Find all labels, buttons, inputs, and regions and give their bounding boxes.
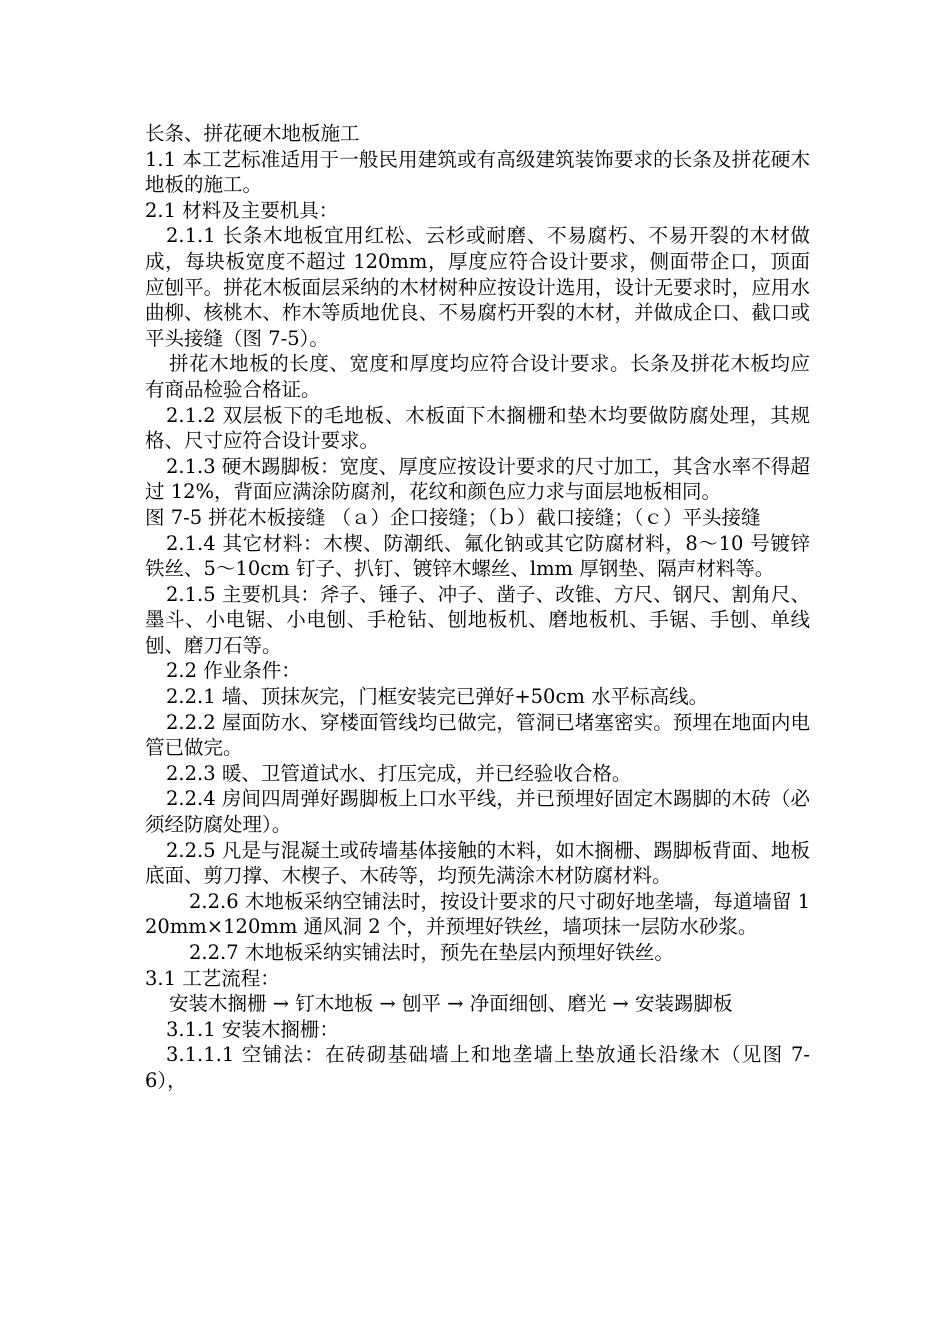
section-2-1-5: 2.1.5 主要机具：斧子、锤子、冲子、凿子、改锥、方尺、钢尺、割角尺、墨斗、小电锯、小电刨、手枪钻、刨地板机、磨地板机、手锯、手刨、单线刨、磨刀石等。 — [145, 582, 810, 657]
section-2-2-5: 2.2.5 凡是与混凝土或砖墙基体接触的木料，如木搁栅、踢脚板背面、地板底面、剪刀撑、木楔子、木砖等，均预先满涂木材防腐材料。 — [145, 838, 810, 888]
section-2-2-2: 2.2.2 屋面防水、穿楼面管线均已做完，管洞已堵塞密实。预埋在地面内电管已做完。 — [145, 710, 810, 760]
section-2-1-heading: 2.1 材料及主要机具： — [145, 198, 339, 222]
document-title: 长条、拼花硬木地板施工 — [145, 122, 360, 145]
parquet-size-paragraph: 拼花木地板的长度、宽度和厚度均应符合设计要求。长条及拼花木板均应有商品检验合格证。 — [145, 352, 810, 401]
section-2-2-3: 2.2.3 暖、卫管道试水、打压完成，并已经验收合格。 — [166, 761, 632, 785]
section-3-1-heading: 3.1 工艺流程： — [145, 966, 280, 990]
section-2-1-3: 2.1.3 硬木踢脚板：宽度、厚度应按设计要求的尺寸加工，其含水率不得超过 12%，背面应满涂防腐剂，花纹和颜色应力求与面层地板相同。 — [145, 454, 810, 504]
section-2-2-6: 2.2.6 木地板采纳空铺法时，按设计要求的尺寸砌好地垄墙，每道墙留 120mm×120mm 通风洞 2 个，并预埋好铁丝，墙项抹一层防水砂浆。 — [145, 889, 810, 939]
section-3-1-1-1: 3.1.1.1 空铺法：在砖砌基础墙上和地垄墙上垫放通长沿缘木（见图 7-6）， — [145, 1043, 810, 1092]
section-2-2-4: 2.2.4 房间四周弹好踢脚板上口水平线，并已预埋好固定木踢脚的木砖（必须经防腐处理）。 — [145, 787, 810, 837]
section-2-1-1: 2.1.1 长条木地板宜用红松、云杉或耐磨、不易腐朽、不易开裂的木材做成，每块板宽度不超过 120mm，厚度应符合设计要求，侧面带企口，顶面应刨平。拼花木板面层采纳的木材树种应按设计选用，设计无要求时，应用水曲柳、核桃木、柞木等质地优良、不易腐朽开裂的木材，并做成企口、截口或平头接缝（图 7-5）。 — [145, 224, 810, 350]
section-2-2-heading: 2.2 作业条件： — [166, 659, 301, 683]
section-2-2-7: 2.2.7 木地板采纳实铺法时，预先在垫层内预埋好铁丝。 — [189, 941, 674, 964]
figure-7-5-caption: 图 7-5 拼花木板接缝 （ａ）企口接缝；（ｂ）截口接缝；（ｃ）平头接缝 — [145, 505, 761, 529]
section-2-2-1: 2.2.1 墙、顶抹灰完，门框安装完已弹好+50cm 水平标高线。 — [166, 685, 709, 709]
section-2-1-2: 2.1.2 双层板下的毛地板、木板面下木搁栅和垫木均要做防腐处理，其规格、尺寸应符合设计要求。 — [145, 403, 810, 453]
section-2-1-4: 2.1.4 其它材料：木楔、防潮纸、氟化钠或其它防腐材料，8～10 号镀锌铁丝、5～10cm 钉子、扒钉、镀锌木螺丝、lmm 厚钢垫、隔声材料等。 — [145, 531, 810, 581]
process-flow: 安装木搁栅 → 钉木地板 → 刨平 → 净面细刨、磨光 → 安装踢脚板 — [169, 992, 733, 1016]
section-3-1-1: 3.1.1 安装木搁栅： — [166, 1017, 339, 1041]
section-1-1: 1.1 本工艺标准适用于一般民用建筑或有高级建筑装饰要求的长条及拼花硬木地板的施工。 — [145, 147, 810, 197]
document-page — [145, 121, 810, 1094]
